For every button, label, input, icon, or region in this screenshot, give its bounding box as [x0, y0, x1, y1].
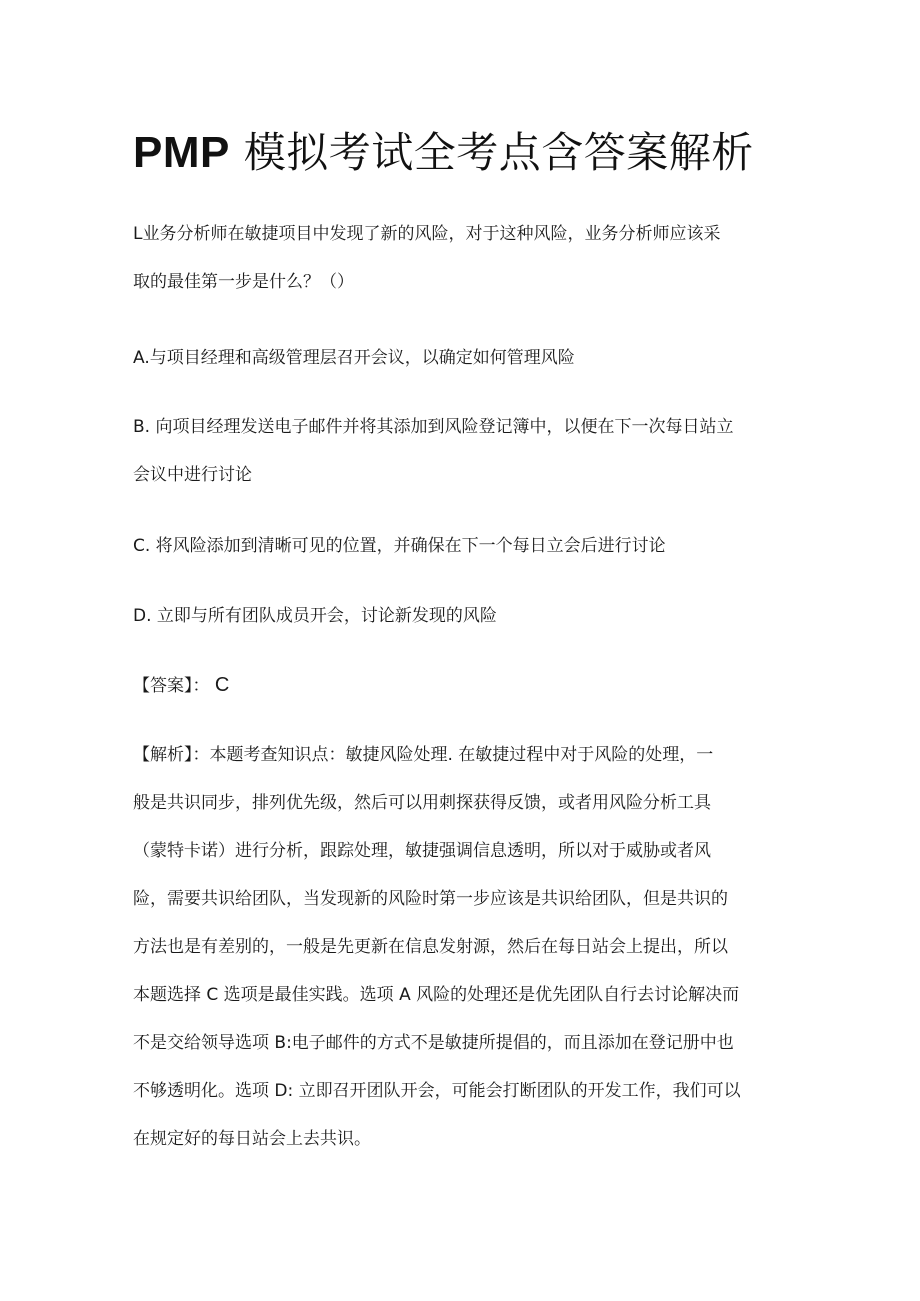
analysis-line-9: 在规定好的每日站会上去共识。 — [133, 1129, 371, 1149]
analysis-line-3: （蒙特卡诺）进行分析，跟踪处理，敏捷强调信息透明，所以对于威胁或者风 — [133, 841, 711, 861]
page-title — [133, 123, 754, 183]
option-b-line-1: B. 向项目经理发送电子邮件并将其添加到风险登记簿中，以便在下一次每日站立 — [133, 417, 734, 437]
answer-label: 【答案】： — [133, 676, 210, 696]
question-stem-line-2: 取的最佳第一步是什么？（） — [133, 272, 354, 292]
option-d: D. 立即与所有团队成员开会，讨论新发现的风险 — [133, 606, 497, 626]
title-latin: PMP — [133, 128, 230, 177]
analysis-line-7: 不是交给领导选项 B:电子邮件的方式不是敏捷所提倡的，而且添加在登记册中也 — [133, 1033, 734, 1053]
analysis-line-8: 不够透明化。选项 D: 立即召开团队开会，可能会打断团队的开发工作，我们可以 — [133, 1081, 741, 1101]
answer-value: C — [214, 674, 230, 696]
option-b-line-2: 会议中进行讨论 — [133, 465, 252, 485]
answer-line — [133, 673, 229, 698]
analysis-line-2: 般是共识同步，排列优先级，然后可以用刺探获得反馈，或者用风险分析工具 — [133, 793, 711, 813]
option-a: A.与项目经理和高级管理层召开会议，以确定如何管理风险 — [133, 348, 575, 368]
question-stem-line-1: L业务分析师在敏捷项目中发现了新的风险，对于这种风险，业务分析师应该采 — [133, 224, 721, 244]
analysis-line-4: 险，需要共识给团队，当发现新的风险时第一步应该是共识给团队，但是共识的 — [133, 889, 728, 909]
analysis-line-6: 本题选择 C 选项是最佳实践。选项 A 风险的处理还是优先团队自行去讨论解决而 — [133, 985, 740, 1005]
title-chinese: 模拟考试全考点含答案解析 — [243, 128, 754, 177]
analysis-line-5: 方法也是有差别的，一般是先更新在信息发射源，然后在每日站会上提出，所以 — [133, 937, 728, 957]
option-c: C. 将风险添加到清晰可见的位置，并确保在下一个每日立会后进行讨论 — [133, 536, 666, 556]
analysis-line-1: 【解析】：本题考查知识点：敏捷风险处理. 在敏捷过程中对于风险的处理，一 — [133, 745, 714, 765]
